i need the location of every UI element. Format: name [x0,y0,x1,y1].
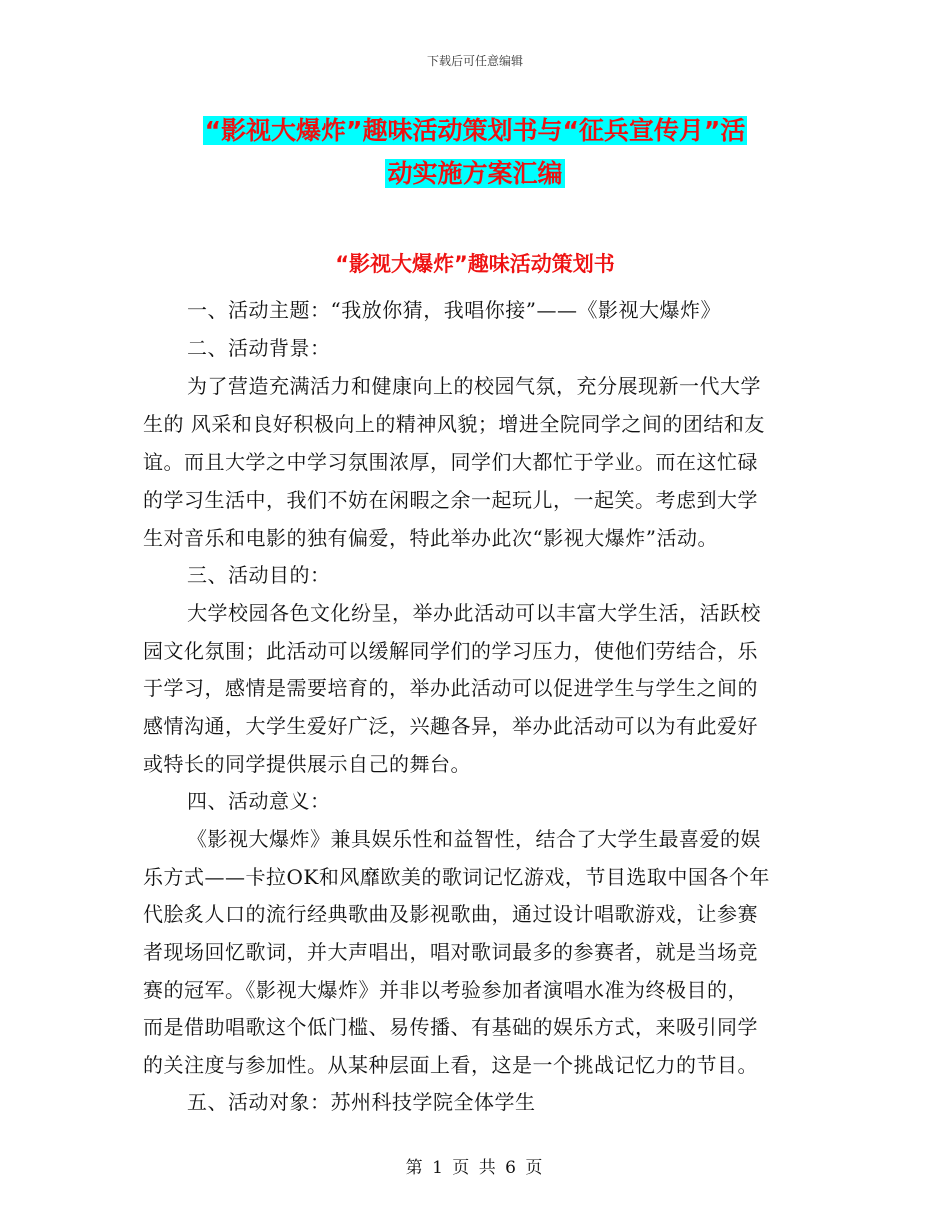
body-line: 赛的冠军。《影视大爆炸》并非以考验参加者演唱水准为终极目的， [143,978,748,1002]
document-title-text-1: “影视大爆炸”趣味活动策划书与“征兵宣传月”活 [204,116,746,145]
body-line: 感情沟通，大学生爱好广泛，兴趣各异，举办此活动可以为有此爱好 [143,714,758,738]
body-line: 的关注度与参加性。从某种层面上看，这是一个挑战记忆力的节目。 [143,1053,758,1077]
page-footer: 第 1 页 共 6 页 [405,1158,545,1178]
body-line: 五、活动对象：苏州科技学院全体学生 [187,1090,536,1114]
body-line: 大学校园各色文化纷呈，举办此活动可以丰富大学生活，活跃校 [187,601,761,625]
body-line: 或特长的同学提供展示自己的舞台。 [143,752,471,776]
body-line: 四、活动意义： [187,789,331,813]
body-line: 代脍炙人口的流行经典歌曲及影视歌曲，通过设计唱歌游戏，让参赛 [143,902,758,926]
body-line: 的学习生活中，我们不妨在闲暇之余一起玩儿，一起笑。考虑到大学 [143,488,758,512]
body-line: 生对音乐和电影的独有偏爱，特此举办此次“影视大爆炸”活动。 [143,526,718,550]
body-line: 一、活动主题：“我放你猜，我唱你接”——《影视大爆炸》 [187,298,721,322]
body-line: 三、活动目的： [187,563,331,587]
body-line: 二、活动背景： [187,336,331,360]
page-header-note: 下载后可任意编辑 [426,54,523,68]
body-line: 乐方式——卡拉OK和风靡欧美的歌词记忆游戏，节目选取中国各个年 [143,865,770,889]
body-line: 而是借助唱歌这个低门槛、易传播、有基础的娱乐方式，来吸引同学 [143,1015,758,1039]
body-line: 谊。而且大学之中学习氛围浓厚，同学们大都忙于学业。而在这忙碌 [143,450,758,474]
body-line: 《影视大爆炸》兼具娱乐性和益智性，结合了大学生最喜爱的娱 [187,827,761,851]
document-title-line-1 [0,114,950,148]
body-line: 于学习，感情是需要培育的，举办此活动可以促进学生与学生之间的 [143,676,758,700]
document-title-line-2 [0,157,950,191]
body-line: 园文化氛围；此活动可以缓解同学们的学习压力，使他们劳结合，乐 [143,639,758,663]
body-line: 生的 风采和良好积极向上的精神风貌；增进全院同学之间的团结和友 [143,412,765,436]
body-line: 为了营造充满活力和健康向上的校园气氛，充分展现新一代大学 [187,374,761,398]
document-title-text-2: 动实施方案汇编 [387,159,563,188]
section-title: “影视大爆炸”趣味活动策划书 [335,252,615,276]
body-line: 者现场回忆歌词，并大声唱出，唱对歌词最多的参赛者，就是当场竞 [143,940,758,964]
